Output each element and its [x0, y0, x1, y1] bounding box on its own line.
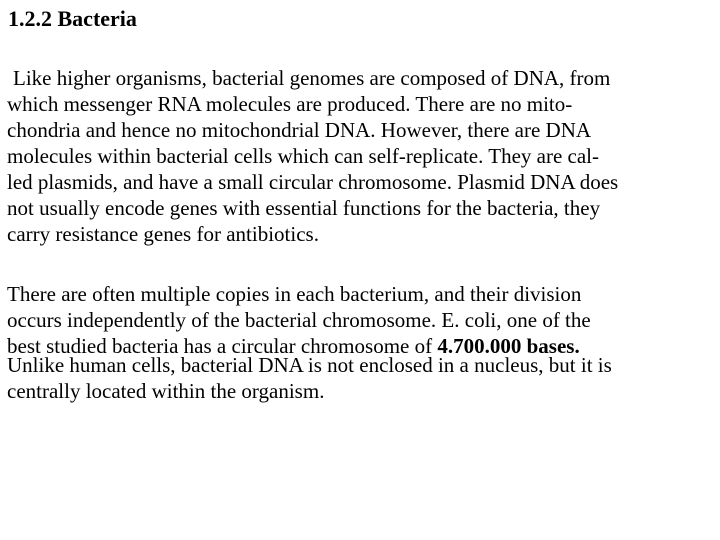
paragraph-plasmids [7, 65, 618, 247]
text-line: There are often multiple copies in each bacterium, and their division [7, 282, 582, 306]
text-line: occurs independently of the bacterial chromosome. E. coli, one of the [7, 308, 591, 332]
section-title: 1.2.2 Bacteria [8, 6, 137, 31]
chromosome-size-value: 4.700.000 bases. [437, 334, 580, 358]
text-line: Unlike human cells, bacterial DNA is not enclosed in a nucleus, but it is [7, 353, 612, 377]
text-line: carry resistance genes for antibiotics. [7, 222, 319, 246]
text-line: molecules within bacterial cells which can self-replicate. They are cal- [7, 144, 599, 168]
paragraph-copies [7, 281, 591, 359]
text-line: led plasmids, and have a small circular chromosome. Plasmid DNA does [7, 170, 619, 194]
text-line: not usually encode genes with essential functions for the bacteria, they [7, 196, 601, 220]
text-line: centrally located within the organism. [7, 379, 325, 403]
text-segment: best studied bacteria has a circular chromosome of [7, 334, 438, 358]
text-line: Like higher organisms, bacterial genomes are composed of DNA, from [13, 66, 611, 90]
paragraph-location [7, 352, 612, 404]
text-line: which messenger RNA molecules are produced. There are no mito- [7, 92, 573, 116]
text-line: chondria and hence no mitochondrial DNA. However, there are DNA [7, 118, 592, 142]
